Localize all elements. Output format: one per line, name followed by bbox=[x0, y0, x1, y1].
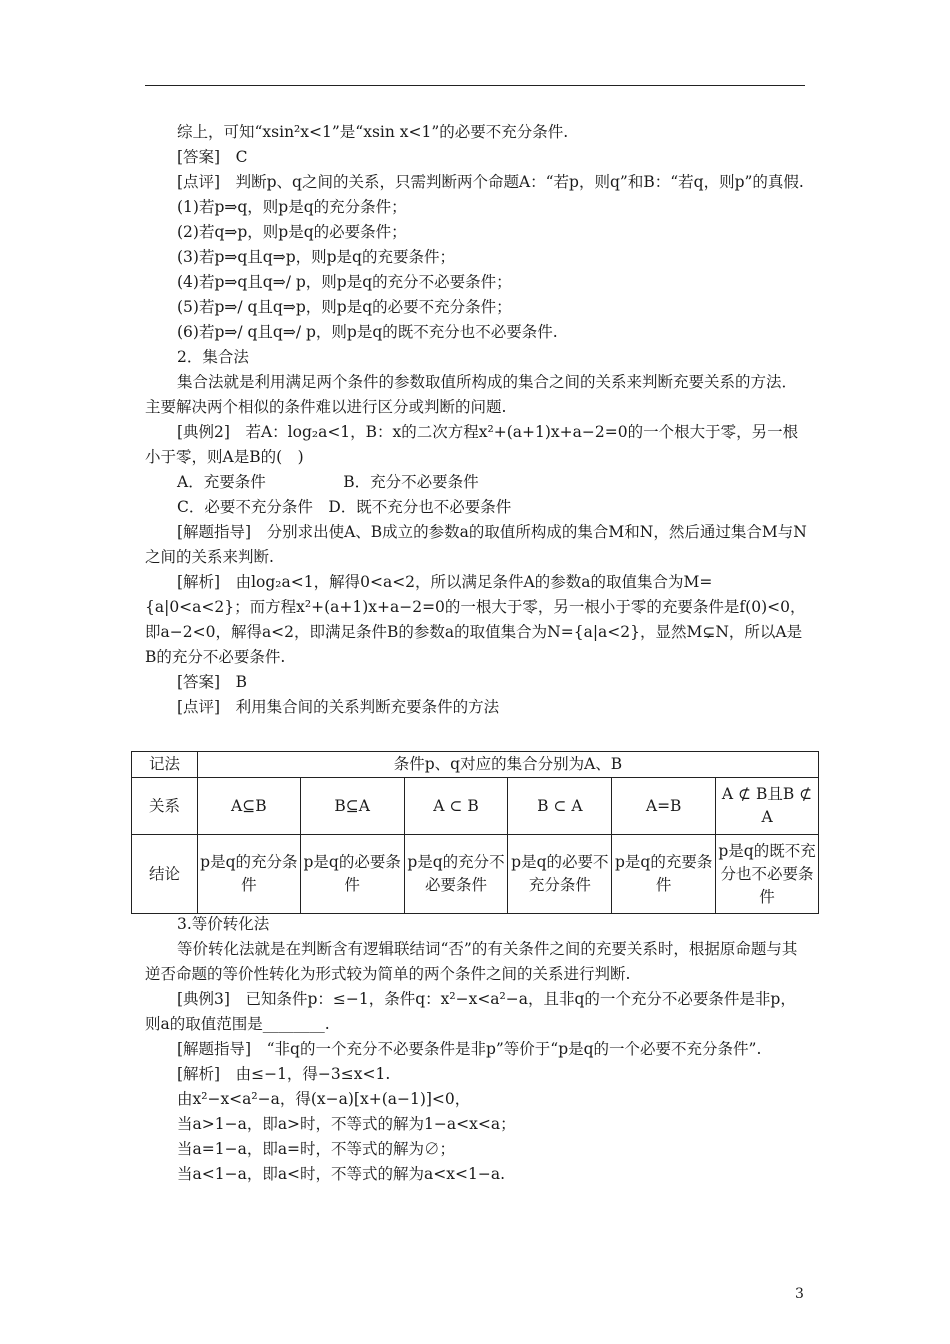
paragraph: [点评] 利用集合间的关系判断充要条件的方法 bbox=[177, 698, 500, 716]
list-item: (6)若p⇒/ q且q⇒/ p，则p是q的既不充分也不必要条件. bbox=[177, 323, 558, 341]
relation-table bbox=[131, 751, 819, 914]
paragraph: [解析] 由≤−1，得−3≤x<1. bbox=[177, 1065, 391, 1083]
paragraph: [解题指导] “非q的一个充分不必要条件是非p”等价于“p是q的一个必要不充分条件”. bbox=[177, 1040, 762, 1058]
answer-line: [答案] B bbox=[177, 673, 247, 691]
paragraph: [典例2] 若A：log₂a<1，B：x的二次方程x²+(a+1)x+a−2=0的一个根大于零，另一根小于零，则A是B的( ) bbox=[145, 423, 799, 466]
answer-line: [答案] C bbox=[177, 148, 248, 166]
table-cell: A=B bbox=[612, 778, 716, 835]
list-item: (5)若p⇒/ q且q⇒p，则p是q的必要不充分条件； bbox=[177, 298, 512, 316]
table-cell: A⊆B bbox=[197, 778, 300, 835]
paragraph: [典例3] 已知条件p：≤−1，条件q：x²−x<a²−a，且非q的一个充分不必要条件是非p，则a的取值范围是________. bbox=[145, 990, 796, 1033]
table-cell: A ⊄ B且B ⊄ A bbox=[716, 778, 819, 835]
table-cell: p是q的既不充分也不必要条件 bbox=[716, 835, 819, 914]
paragraph: 当a>1−a，即a>时，不等式的解为1−a<x<a； bbox=[177, 1115, 516, 1133]
table-cell: p是q的充分不必要条件 bbox=[404, 835, 508, 914]
table-cell: p是q的必要条件 bbox=[300, 835, 404, 914]
upper-text bbox=[145, 120, 810, 720]
lower-text bbox=[145, 912, 810, 1187]
paragraph: 等价转化法就是在判断含有逻辑联结词“否”的有关条件之间的充要关系时，根据原命题与其逆否命题的等价性转化为形式较为简单的两个条件之间的关系进行判断. bbox=[145, 940, 798, 983]
table-cell: B ⊂ A bbox=[508, 778, 612, 835]
section-heading: 3.等价转化法 bbox=[177, 915, 270, 933]
table-cell: A ⊂ B bbox=[404, 778, 508, 835]
option-line: C．必要不充分条件 D．既不充分也不必要条件 bbox=[177, 498, 512, 516]
table-cell: p是q的充要条件 bbox=[612, 835, 716, 914]
paragraph: 由x²−x<a²−a，得(x−a)[x+(a−1)]<0， bbox=[177, 1090, 471, 1108]
page-number: 3 bbox=[795, 1286, 804, 1302]
header-rule bbox=[145, 85, 805, 86]
paragraph: [解析] 由log₂a<1，解得0<a<2，所以满足条件A的参数a的取值集合为M={a|0<a<2}；而方程x²+(a+1)x+a−2=0的一根大于零，另一根小于零的充要条件是f(0)<0，即a−2<0，解得a<2，即满足条件B的参数a的取值集合为N={a|a<2}，显然M⊊N，所以A是B的充分不必要条件. bbox=[145, 573, 806, 666]
paragraph: [点评] 判断p、q之间的关系，只需判断两个命题A：“若p，则q”和B：“若q，则p”的真假. bbox=[177, 173, 804, 191]
table-row bbox=[132, 835, 819, 914]
option-line: A．充要条件 B．充分不必要条件 bbox=[177, 473, 479, 491]
table-row-label: 关系 bbox=[132, 778, 198, 835]
list-item: (1)若p⇒q，则p是q的充分条件； bbox=[177, 198, 407, 216]
list-item: (2)若q⇒p，则p是q的必要条件； bbox=[177, 223, 407, 241]
paragraph: [解题指导] 分别求出使A、B成立的参数a的取值所构成的集合M和N，然后通过集合M与N之间的关系来判断. bbox=[145, 523, 807, 566]
table-cell: p是q的必要不充分条件 bbox=[508, 835, 612, 914]
table-cell: p是q的充分条件 bbox=[197, 835, 300, 914]
table-header-row bbox=[132, 752, 819, 778]
paragraph: 当a=1−a，即a=时，不等式的解为∅； bbox=[177, 1140, 456, 1158]
table-row bbox=[132, 778, 819, 835]
table-row-label: 结论 bbox=[132, 835, 198, 914]
table-header-cell: 记法 bbox=[132, 752, 198, 778]
list-item: (4)若p⇒q且q⇒/ p，则p是q的充分不必要条件； bbox=[177, 273, 512, 291]
paragraph: 当a<1−a，即a<时，不等式的解为a<x<1−a. bbox=[177, 1165, 506, 1183]
section-heading: 2．集合法 bbox=[177, 348, 249, 366]
table-header-cell: 条件p、q对应的集合分别为A、B bbox=[197, 752, 818, 778]
table-cell: B⊆A bbox=[300, 778, 404, 835]
list-item: (3)若p⇒q且q⇒p，则p是q的充要条件； bbox=[177, 248, 455, 266]
paragraph: 综上，可知“xsin²x<1”是“xsin x<1”的必要不充分条件. bbox=[177, 123, 569, 141]
paragraph: 集合法就是利用满足两个条件的参数取值所构成的集合之间的关系来判断充要关系的方法．主要解决两个相似的条件难以进行区分或判断的问题. bbox=[145, 373, 798, 416]
